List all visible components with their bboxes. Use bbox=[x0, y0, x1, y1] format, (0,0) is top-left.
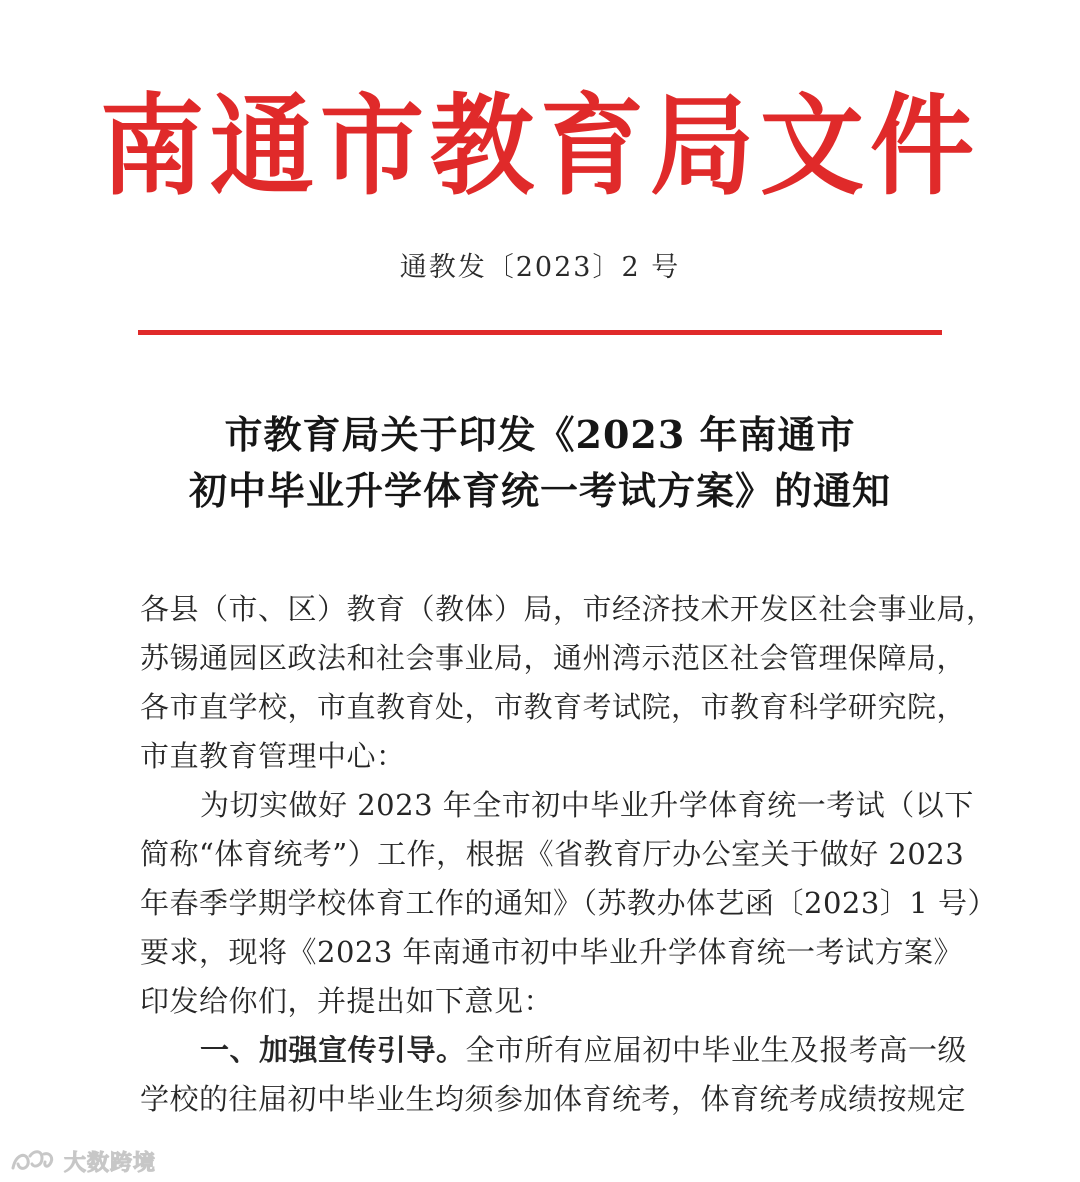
notice-body bbox=[140, 585, 997, 1124]
notice-title-line: 市教育局关于印发《2023 年南通市 bbox=[224, 412, 856, 457]
watermark-logo-icon bbox=[8, 1146, 58, 1176]
notice-title bbox=[0, 407, 1080, 519]
document-header-title: 南通市教育局文件 bbox=[99, 82, 980, 211]
paragraph-line: 为切实做好 2023 年全市初中毕业升学体育统一考试（以下 bbox=[200, 788, 974, 822]
notice-title-line: 初中毕业升学体育统一考试方案》的通知 bbox=[188, 468, 891, 513]
watermark-text: 大数跨境 bbox=[64, 1150, 157, 1176]
recipient-line: 各市直学校，市直教育处，市教育考试院，市教育科学研究院， bbox=[140, 690, 967, 724]
section-one-heading: 一、加强宣传引导。 bbox=[200, 1033, 466, 1067]
paragraph-line: 要求，现将《2023 年南通市初中毕业升学体育统一考试方案》 bbox=[140, 935, 964, 969]
header-divider bbox=[138, 330, 942, 335]
recipient-line: 市直教育管理中心： bbox=[140, 739, 406, 773]
section-one-line: 学校的往届初中毕业生均须参加体育统考，体育统考成绩按规定 bbox=[140, 1082, 967, 1116]
paragraph-line: 简称“体育统考”）工作，根据《省教育厅办公室关于做好 2023 bbox=[140, 837, 965, 871]
section-one-text: 全市所有应届初中毕业生及报考高一级 bbox=[465, 1033, 968, 1067]
paragraph-line: 年春季学期学校体育工作的通知》（苏教办体艺函〔2023〕1 号） bbox=[140, 886, 997, 920]
section-one-line bbox=[140, 1026, 968, 1075]
document-number: 通教发〔2023〕2 号 bbox=[399, 252, 681, 283]
recipient-line: 各县（市、区）教育（教体）局，市经济技术开发区社会事业局， bbox=[140, 592, 996, 626]
recipient-line: 苏锡通园区政法和社会事业局，通州湾示范区社会管理保障局， bbox=[140, 641, 967, 675]
paragraph-line: 印发给你们，并提出如下意见： bbox=[140, 984, 554, 1018]
watermark bbox=[8, 1144, 156, 1178]
